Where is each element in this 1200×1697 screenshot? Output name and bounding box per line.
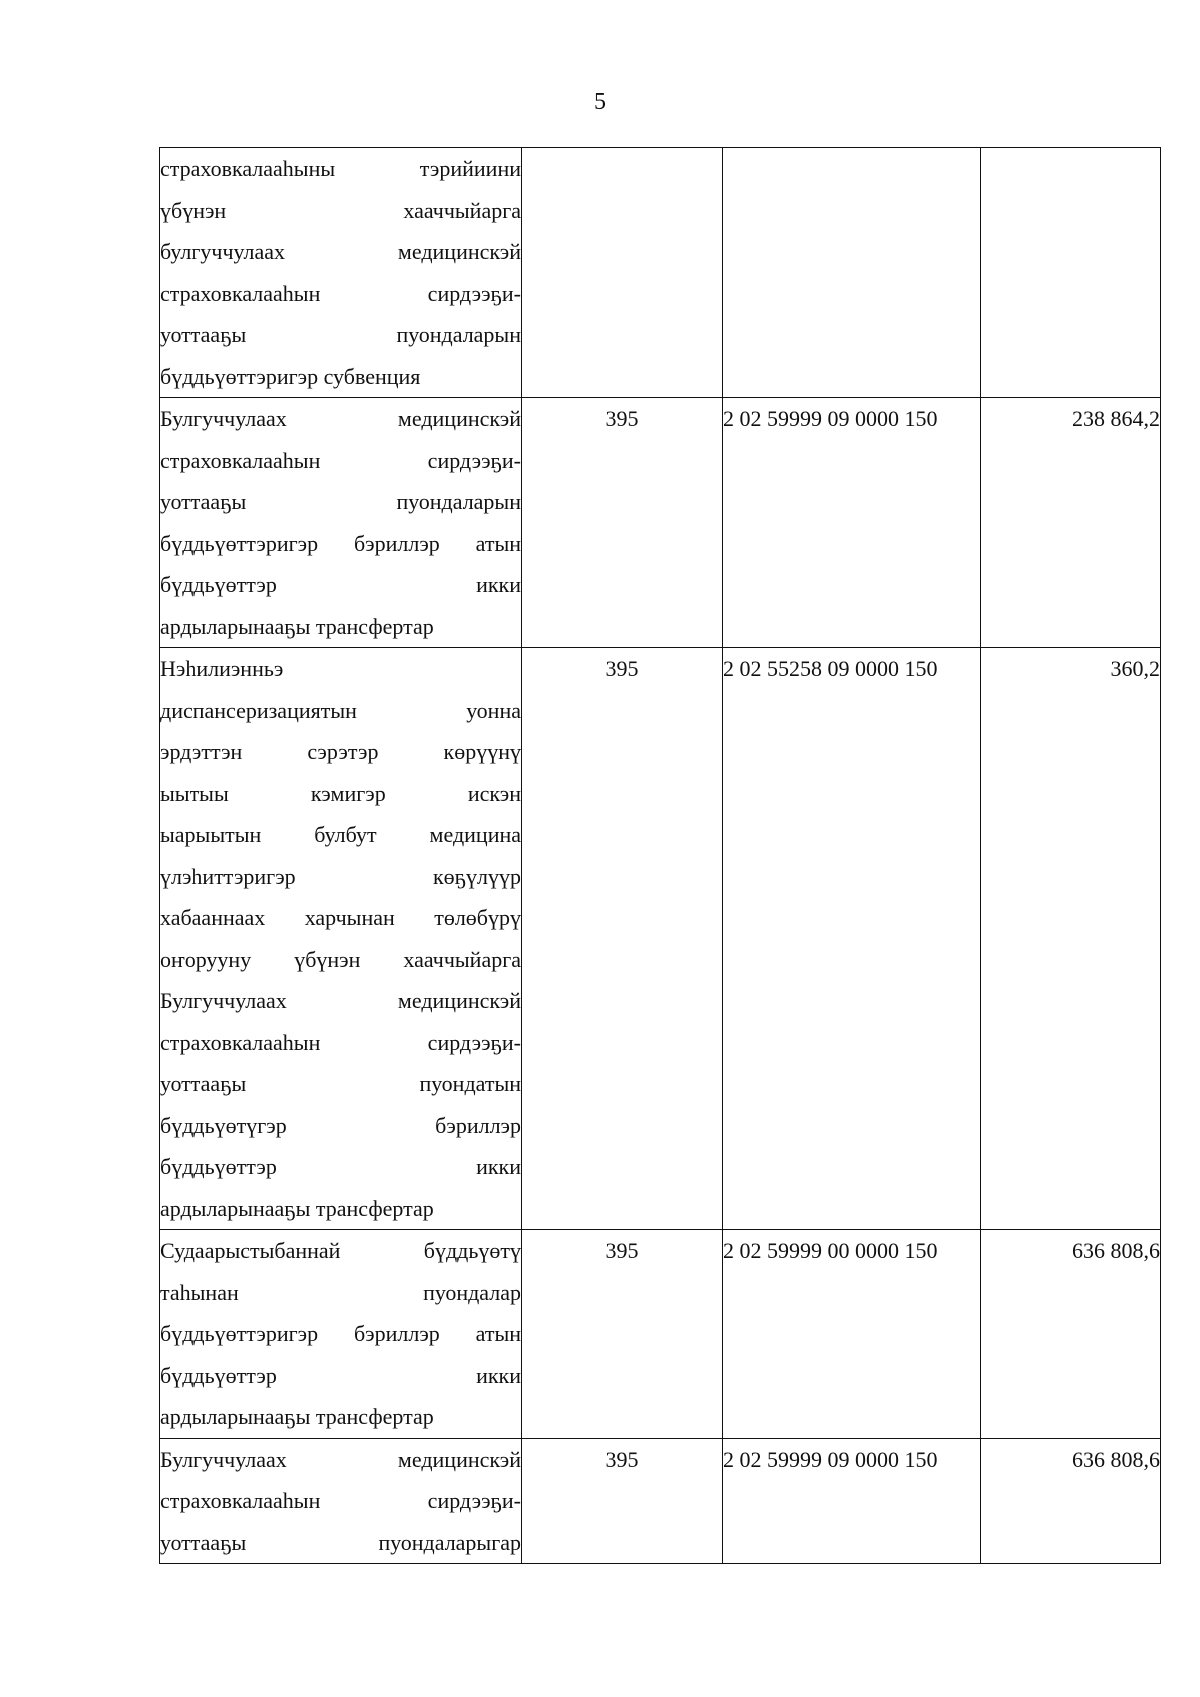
description-line: Булгуччулаах медицинскэй <box>160 1446 521 1472</box>
amount-cell: 360,2 <box>981 648 1161 1230</box>
description-cell <box>160 648 522 1230</box>
description-line: бүддьүөттэригэр субвенция <box>160 363 421 389</box>
description-line: страховкалааһын сирдээҕи- <box>160 1488 521 1513</box>
description-line: диспансеризациятын уонна <box>160 697 521 723</box>
description-line: үбүнэн хааччыйарга <box>160 197 521 223</box>
amount-cell: 636 808,6 <box>981 1438 1161 1564</box>
admin-code-cell <box>522 148 723 398</box>
description-line: уоттааҕы пуондаларын <box>160 322 521 347</box>
description-line: Нэһилиэнньэ <box>160 656 284 681</box>
description-line: уоттааҕы пуондаларыгар <box>160 1529 521 1555</box>
admin-code-cell: 395 <box>522 1438 723 1564</box>
description-line: бүддьүөттэригэр бэриллэр атын <box>160 530 521 556</box>
description-line: бүддьүөттэр икки <box>160 1362 521 1388</box>
description-cell <box>160 398 522 648</box>
description-line: уоттааҕы пуондатын <box>160 1071 521 1096</box>
description-line: страховкалааһын сирдээҕи- <box>160 1029 521 1055</box>
table-row <box>160 648 1161 1230</box>
description-line: ыарыытын булбут медицина <box>160 822 521 847</box>
description-line: булгуччулаах медицинскэй <box>160 239 521 264</box>
budget-code-cell: 2 02 59999 00 0000 150 <box>723 1230 981 1439</box>
page-number: 5 <box>594 89 606 115</box>
description-line: Булгуччулаах медицинскэй <box>160 406 521 431</box>
description-line: бүддьүөттэригэр бэриллэр атын <box>160 1321 521 1346</box>
description-line: страховкалааһын сирдээҕи- <box>160 280 521 306</box>
description-line: уоттааҕы пуондаларын <box>160 489 521 514</box>
description-line: бүддьүөттэр икки <box>160 572 521 597</box>
admin-code-cell: 395 <box>522 648 723 1230</box>
table-row <box>160 398 1161 648</box>
description-line: страховкалааһын сирдээҕи- <box>160 447 521 473</box>
description-line: страховкалааһыны тэрийиини <box>160 156 521 181</box>
table-row <box>160 1230 1161 1439</box>
description-line: Судаарыстыбаннай бүддьүөтү <box>160 1238 521 1263</box>
description-line: ардыларынааҕы трансфертар <box>160 1195 434 1221</box>
table-row <box>160 1438 1161 1564</box>
admin-code-cell: 395 <box>522 398 723 648</box>
description-line: хабааннаах харчынан төлөбүрү <box>160 905 521 930</box>
description-line: эрдэттэн сэрэтэр көрүүнү <box>160 739 521 764</box>
description-cell <box>160 1438 522 1564</box>
description-line: үлэһиттэригэр көҕүлүүр <box>160 863 521 889</box>
description-cell <box>160 1230 522 1439</box>
description-line: бүддьүөтүгэр бэриллэр <box>160 1112 521 1138</box>
amount-cell <box>981 148 1161 398</box>
budget-code-cell: 2 02 59999 09 0000 150 <box>723 1438 981 1564</box>
description-line: ыытыы кэмигэр искэн <box>160 780 521 806</box>
description-line: Булгуччулаах медицинскэй <box>160 988 521 1013</box>
budget-code-cell: 2 02 59999 09 0000 150 <box>723 398 981 648</box>
description-line: таһынан пуондалар <box>160 1279 521 1305</box>
table-row <box>160 148 1161 398</box>
amount-cell: 636 808,6 <box>981 1230 1161 1439</box>
description-line: бүддьүөттэр икки <box>160 1154 521 1179</box>
description-cell <box>160 148 522 398</box>
description-line: ардыларынааҕы трансфертар <box>160 1404 434 1429</box>
budget-table <box>159 147 1161 1564</box>
budget-code-cell: 2 02 55258 09 0000 150 <box>723 648 981 1230</box>
admin-code-cell: 395 <box>522 1230 723 1439</box>
description-line: оҥорууну үбүнэн хааччыйарга <box>160 946 521 972</box>
budget-code-cell <box>723 148 981 398</box>
table-body <box>160 148 1161 1564</box>
amount-cell: 238 864,2 <box>981 398 1161 648</box>
description-line: ардыларынааҕы трансфертар <box>160 613 434 639</box>
